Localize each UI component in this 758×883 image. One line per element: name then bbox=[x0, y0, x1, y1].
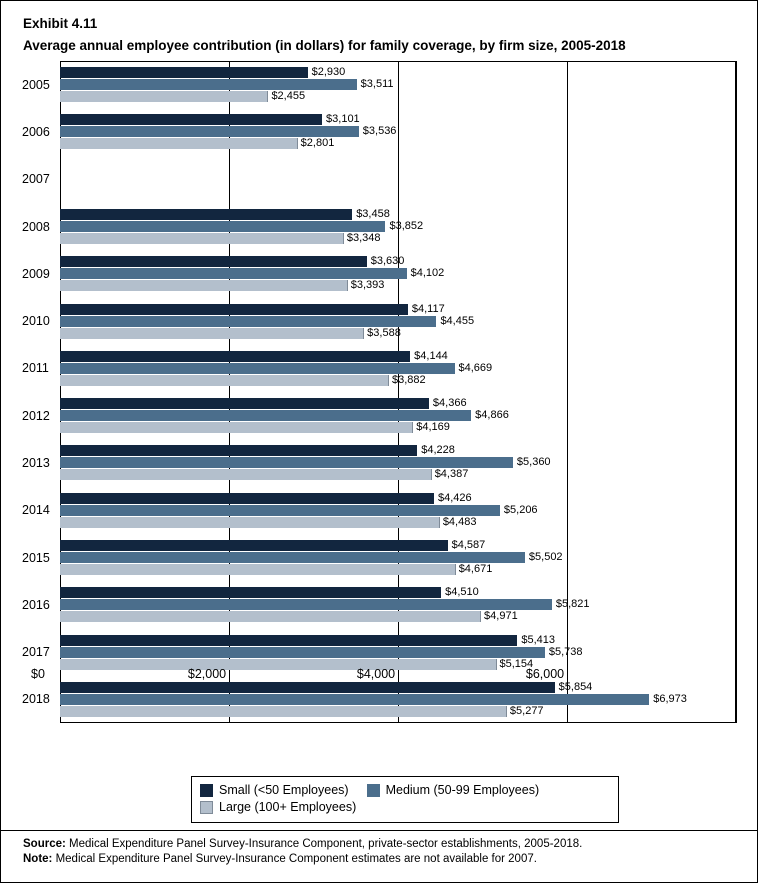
bar-value-label: $4,228 bbox=[421, 444, 455, 457]
bar bbox=[60, 91, 268, 102]
bar bbox=[60, 445, 417, 456]
x-axis bbox=[31, 667, 714, 689]
bar bbox=[60, 398, 429, 409]
bar bbox=[60, 410, 471, 421]
legend-label-large: Large (100+ Employees) bbox=[219, 800, 357, 814]
y-tick-label: 2010 bbox=[22, 314, 50, 329]
year-group bbox=[60, 250, 736, 297]
bar-row bbox=[60, 268, 736, 279]
legend-label-small: Small (<50 Employees) bbox=[219, 783, 349, 797]
bar bbox=[60, 469, 432, 480]
y-tick-label: 2013 bbox=[22, 455, 50, 470]
legend-row-1 bbox=[200, 782, 610, 799]
bar-value-label: $2,930 bbox=[311, 66, 346, 79]
bar-row bbox=[60, 221, 736, 232]
bar bbox=[60, 647, 545, 658]
legend-item-small bbox=[200, 782, 349, 799]
bar-value-label: $3,588 bbox=[367, 326, 401, 339]
bar bbox=[60, 587, 441, 598]
year-group bbox=[60, 156, 736, 203]
bar-value-label: $5,821 bbox=[555, 598, 590, 611]
bar-row bbox=[60, 505, 736, 516]
bar-row bbox=[60, 186, 736, 197]
bar-value-label: $3,852 bbox=[389, 219, 424, 232]
bar-row bbox=[60, 694, 736, 705]
bar-row bbox=[60, 540, 736, 551]
bar-value-label: $4,144 bbox=[414, 349, 448, 362]
footnote-source-lead: Source: bbox=[23, 838, 66, 850]
bar-value-label: $5,154 bbox=[499, 657, 534, 670]
bar-value-label: $4,587 bbox=[451, 538, 486, 551]
bar bbox=[60, 351, 410, 362]
y-tick-label: 2005 bbox=[22, 77, 50, 92]
legend-label-medium: Medium (50-99 Employees) bbox=[385, 783, 540, 797]
bar-value-label: $3,458 bbox=[356, 207, 390, 220]
bar-row bbox=[60, 91, 736, 102]
bar-value-label: $4,866 bbox=[475, 409, 509, 422]
y-tick-label: 2016 bbox=[22, 597, 50, 612]
bar bbox=[60, 564, 456, 575]
bar-row bbox=[60, 635, 736, 646]
bar-value-label: $4,102 bbox=[410, 267, 445, 280]
bar-value-label: $4,387 bbox=[434, 468, 469, 481]
bar bbox=[60, 256, 367, 267]
bar-value-label: $3,536 bbox=[362, 125, 397, 138]
bar bbox=[60, 233, 344, 244]
bar-row bbox=[60, 410, 736, 421]
bar-row bbox=[60, 647, 736, 658]
bar-value-label: $5,413 bbox=[521, 633, 556, 646]
bar-value-label: $4,169 bbox=[416, 421, 450, 434]
bar-value-label: $4,971 bbox=[484, 610, 518, 623]
bar-value-label: $4,366 bbox=[432, 397, 467, 410]
bar-row bbox=[60, 351, 736, 362]
bar bbox=[60, 505, 500, 516]
legend-swatch-small-icon bbox=[200, 784, 213, 797]
year-group bbox=[60, 534, 736, 581]
bar-row bbox=[60, 174, 736, 185]
bar-value-label: $4,510 bbox=[445, 586, 479, 599]
gridline bbox=[736, 61, 737, 723]
bar-row bbox=[60, 611, 736, 622]
legend-swatch-large-icon bbox=[200, 801, 213, 814]
bar bbox=[60, 304, 408, 315]
y-tick-label: 2009 bbox=[22, 266, 50, 281]
footnote-source bbox=[23, 837, 747, 852]
x-tick-label: $4,000 bbox=[356, 667, 396, 681]
chart-title: Average annual employee contribution (in dollars) for family coverage, by firm size, 2005-2018 bbox=[23, 38, 626, 53]
bar-value-label: $6,973 bbox=[653, 692, 687, 705]
bar-row bbox=[60, 457, 736, 468]
bar-row bbox=[60, 126, 736, 137]
chart-legend bbox=[191, 776, 619, 823]
bar-value-label: $5,360 bbox=[516, 456, 551, 469]
bar bbox=[60, 138, 298, 149]
bar bbox=[60, 79, 357, 90]
footnote-note-lead: Note: bbox=[23, 853, 53, 865]
bar bbox=[60, 540, 448, 551]
bar-value-label: $4,669 bbox=[458, 361, 493, 374]
bar-value-label: $4,483 bbox=[442, 515, 477, 528]
bar-row bbox=[60, 162, 736, 173]
y-tick-label: 2015 bbox=[22, 550, 50, 565]
bar bbox=[60, 67, 308, 78]
plot-wrapper bbox=[23, 61, 737, 723]
y-tick-label: 2012 bbox=[22, 408, 50, 423]
bar-value-label: $5,277 bbox=[509, 704, 544, 717]
exhibit-label: Exhibit 4.11 bbox=[23, 16, 98, 31]
bar bbox=[60, 209, 352, 220]
bar-row bbox=[60, 422, 736, 433]
y-tick-label: 2011 bbox=[22, 361, 49, 376]
bar-row bbox=[60, 67, 736, 78]
bar-row bbox=[60, 445, 736, 456]
bar bbox=[60, 375, 389, 386]
bar-row bbox=[60, 552, 736, 563]
bar-value-label: $4,455 bbox=[440, 314, 475, 327]
legend-swatch-medium-icon bbox=[367, 784, 380, 797]
bar-value-label: $3,511 bbox=[360, 78, 394, 91]
bar bbox=[60, 552, 525, 563]
bar-value-label: $2,801 bbox=[300, 137, 335, 150]
bar-row bbox=[60, 517, 736, 528]
bar-row bbox=[60, 304, 736, 315]
bar-row bbox=[60, 114, 736, 125]
bar-row bbox=[60, 79, 736, 90]
bar-value-label: $3,393 bbox=[350, 279, 385, 292]
y-tick-label: 2007 bbox=[22, 172, 50, 187]
bar-value-label: $3,348 bbox=[346, 231, 381, 244]
year-group bbox=[60, 345, 736, 392]
bar bbox=[60, 328, 364, 339]
bar bbox=[60, 422, 413, 433]
y-tick-label: 2018 bbox=[22, 692, 50, 707]
bar bbox=[60, 599, 552, 610]
y-tick-label: 2017 bbox=[22, 645, 50, 660]
footnote-source-text: Medical Expenditure Panel Survey-Insurance Component, private-sector establishments, 2005-2018. bbox=[65, 838, 583, 850]
year-group bbox=[60, 61, 736, 108]
bar-value-label: $5,738 bbox=[548, 645, 583, 658]
bar-value-label: $2,455 bbox=[271, 90, 306, 103]
bar-value-label: $4,426 bbox=[437, 491, 472, 504]
bar-row bbox=[60, 375, 736, 386]
bar-row bbox=[60, 138, 736, 149]
x-tick-label: $2,000 bbox=[187, 667, 227, 681]
bar bbox=[60, 221, 385, 232]
bar-row bbox=[60, 599, 736, 610]
bar bbox=[60, 611, 481, 622]
bar-value-label: $5,206 bbox=[503, 503, 538, 516]
legend-row-2 bbox=[200, 799, 610, 816]
bar-value-label: $5,854 bbox=[558, 680, 593, 693]
bar-row bbox=[60, 706, 736, 717]
bar bbox=[60, 694, 649, 705]
plot-area bbox=[22, 61, 736, 723]
x-tick-label: $6,000 bbox=[525, 667, 565, 681]
year-group bbox=[60, 439, 736, 486]
footnote-divider bbox=[1, 830, 757, 831]
year-group bbox=[60, 297, 736, 344]
bar-row bbox=[60, 398, 736, 409]
footnotes bbox=[23, 837, 747, 867]
year-group bbox=[60, 108, 736, 155]
bar-value-label: $4,671 bbox=[458, 562, 493, 575]
bar-value-label: $3,101 bbox=[326, 113, 360, 126]
bar-row bbox=[60, 233, 736, 244]
bar-row bbox=[60, 564, 736, 575]
bar bbox=[60, 280, 348, 291]
year-group bbox=[60, 203, 736, 250]
bar-row bbox=[60, 469, 736, 480]
bar bbox=[60, 517, 440, 528]
bar-row bbox=[60, 493, 736, 504]
x-tick-label: $0 bbox=[31, 667, 45, 681]
bar-value-label: $3,630 bbox=[370, 255, 405, 268]
year-group bbox=[60, 581, 736, 628]
year-group bbox=[60, 487, 736, 534]
bar-value-label: $5,502 bbox=[528, 550, 563, 563]
footnote-note-text: Medical Expenditure Panel Survey-Insurance Component estimates are not available for 2007. bbox=[52, 853, 537, 865]
y-tick-label: 2014 bbox=[22, 503, 50, 518]
bar-value-label: $3,882 bbox=[392, 373, 426, 386]
legend-item-medium bbox=[367, 782, 540, 799]
bar-value-label: $4,117 bbox=[411, 302, 445, 315]
bar bbox=[60, 635, 517, 646]
legend-item-large bbox=[200, 799, 356, 816]
y-tick-label: 2006 bbox=[22, 124, 50, 139]
bar bbox=[60, 114, 322, 125]
year-group bbox=[60, 392, 736, 439]
bar bbox=[60, 493, 434, 504]
bar-row bbox=[60, 256, 736, 267]
bar-row bbox=[60, 587, 736, 598]
footnote-note bbox=[23, 852, 747, 867]
bar bbox=[60, 706, 507, 717]
bar-row bbox=[60, 328, 736, 339]
y-tick-label: 2008 bbox=[22, 219, 50, 234]
title-block bbox=[1, 1, 757, 55]
bar-row bbox=[60, 280, 736, 291]
